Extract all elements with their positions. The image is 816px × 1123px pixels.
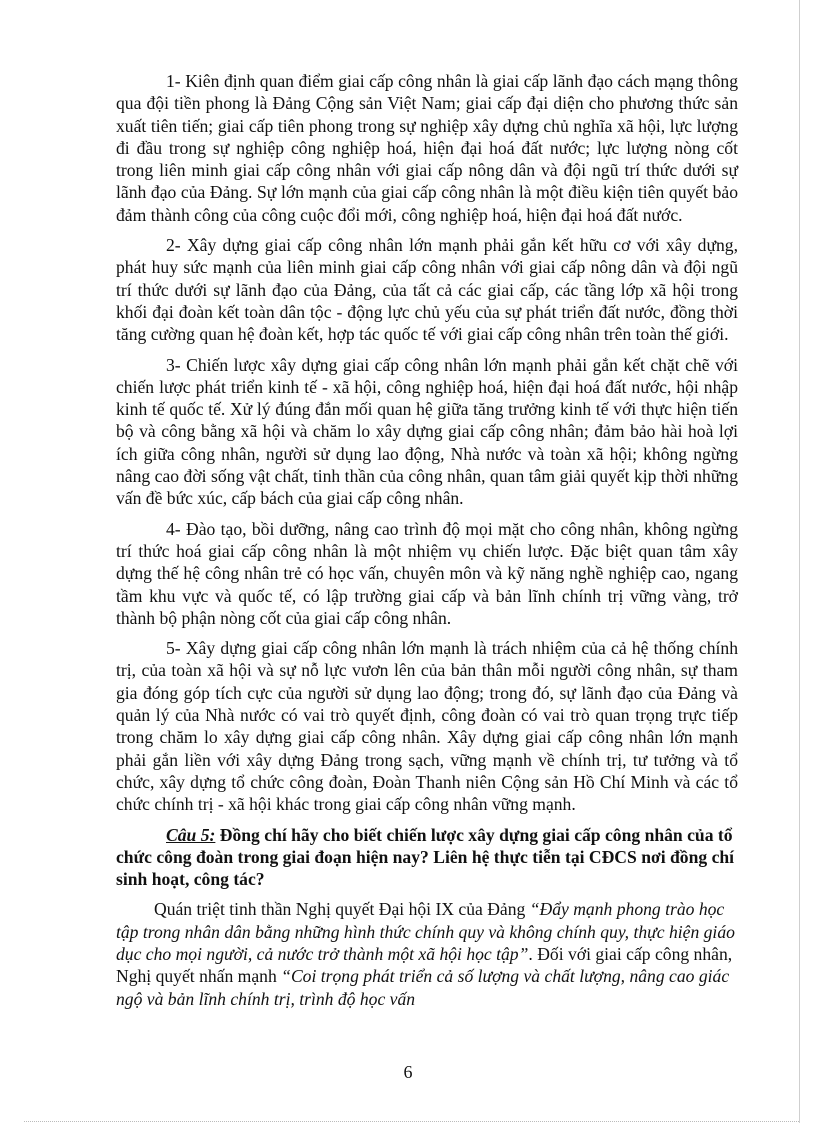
question-heading [116,824,738,891]
answer-intro: Quán triệt tinh thần Nghị quyết Đại hội IX của Đảng [154,899,530,920]
page-number: 6 [403,1062,413,1082]
page-border-right [799,0,800,1123]
paragraph-4: 4- Đào tạo, bồi dưỡng, nâng cao trình độ mọi mặt cho công nhân, không ngừng trí thức hoá giai cấp công nhân là một nhiệm vụ chiến lược. Đặc biệt quan tâm xây dựng thế hệ công nhân trẻ có học vấn, chuyên môn và kỹ năng nghề nghiệp cao, ngang tầm khu vực và quốc tế, có lập trường giai cấp và bản lĩnh chính trị vững vàng, trở thành bộ phận nòng cốt của giai cấp công nhân. [116,518,738,628]
question-label: Câu 5: [166,824,216,845]
paragraph-3: 3- Chiến lược xây dựng giai cấp công nhân lớn mạnh phải gắn kết chặt chẽ với chiến lược phát triển kinh tế - xã hội, công nghiệp hoá, hiện đại hoá đất nước, hội nhập kinh tế quốc tế. Xử lý đúng đắn mối quan hệ giữa tăng trưởng kinh tế với thực hiện tiến bộ và công bằng xã hội và chăm lo xây dựng giai cấp công nhân; đảm bảo hài hoà lợi ích giữa công nhân, người sử dụng lao động, Nhà nước và toàn xã hội; không ngừng nâng cao đời sống vật chất, tinh thần của công nhân, quan tâm giải quyết kịp thời những vấn đề bức xúc, cấp bách của giai cấp công nhân. [116,354,738,509]
question-text: Đồng chí hãy cho biết chiến lược xây dựng giai cấp công nhân của tổ chức công đoàn trong giai đoạn hiện nay? Liên hệ thực tiễn tại CĐCS nơi đồng chí sinh hoạt, công tác? [116,824,735,890]
answer-quote-2: “Coi trọng phát triển cả số lượng và chất lượng, nâng cao giác ngộ và bản lĩnh chính trị, trình độ học vấn [116,966,730,1009]
paragraph-5: 5- Xây dựng giai cấp công nhân lớn mạnh là trách nhiệm của cả hệ thống chính trị, của toàn xã hội và sự nỗ lực vươn lên của bản thân mỗi người công nhân, sự tham gia đóng góp tích cực của người sử dụng lao động; trong đó, sự lãnh đạo của Đảng và quản lý của Nhà nước có vai trò quyết định, công đoàn có vai trò quan trọng trực tiếp trong chăm lo xây dựng giai cấp công nhân. Xây dựng giai cấp công nhân lớn mạnh phải gắn liền với xây dựng Đảng trong sạch, vững mạnh về chính trị, tư tưởng và tổ chức, xây dựng tổ chức công đoàn, Đoàn Thanh niên Cộng sản Hồ Chí Minh và các tổ chức chính trị - xã hội khác trong giai cấp công nhân vững mạnh. [116,638,738,815]
page-content [116,70,738,1010]
page-border-bottom [24,1121,799,1122]
paragraph-2: 2- Xây dựng giai cấp công nhân lớn mạnh phải gắn kết hữu cơ với xây dựng, phát huy sức mạnh của liên minh giai cấp công nhân với giai cấp nông dân và đội ngũ trí thức dưới sự lãnh đạo của Đảng, của tất cả các giai cấp, các tầng lớp xã hội trong khối đại đoàn kết toàn dân tộc - động lực chủ yếu của sự phát triển đất nước, đồng thời tăng cường quan hệ đoàn kết, hợp tác quốc tế với giai cấp công nhân trên toàn thế giới. [116,235,738,345]
answer-mid: . Đối với giai cấp công nhân, Nghị quyết nhấn mạnh [116,943,733,987]
paragraph-1: 1- Kiên định quan điểm giai cấp công nhân là giai cấp lãnh đạo cách mạng thông qua đội tiền phong là Đảng Cộng sản Việt Nam; giai cấp đại diện cho phương thức sản xuất tiên tiến; giai cấp tiên phong trong sự nghiệp xây dựng chủ nghĩa xã hội, lực lượng đi đầu trong sự nghiệp công nghiệp hoá, hiện đại hoá đất nước; lực lượng nòng cốt trong liên minh giai cấp công nhân với giai cấp nông dân và đội ngũ trí thức dưới sự lãnh đạo của Đảng. Sự lớn mạnh của giai cấp công nhân là một điều kiện tiên quyết bảo đảm thành công của công cuộc đổi mới, công nghiệp hoá, hiện đại hoá đất nước. [116,71,738,225]
answer-paragraph [116,898,738,1009]
answer-quote-1: “Đẩy mạnh phong trào học tập trong nhân dân bằng những hình thức chính quy và không chính quy, thực hiện giáo dục cho mọi người, cả nước trở thành một xã hội học tập” [116,899,735,964]
